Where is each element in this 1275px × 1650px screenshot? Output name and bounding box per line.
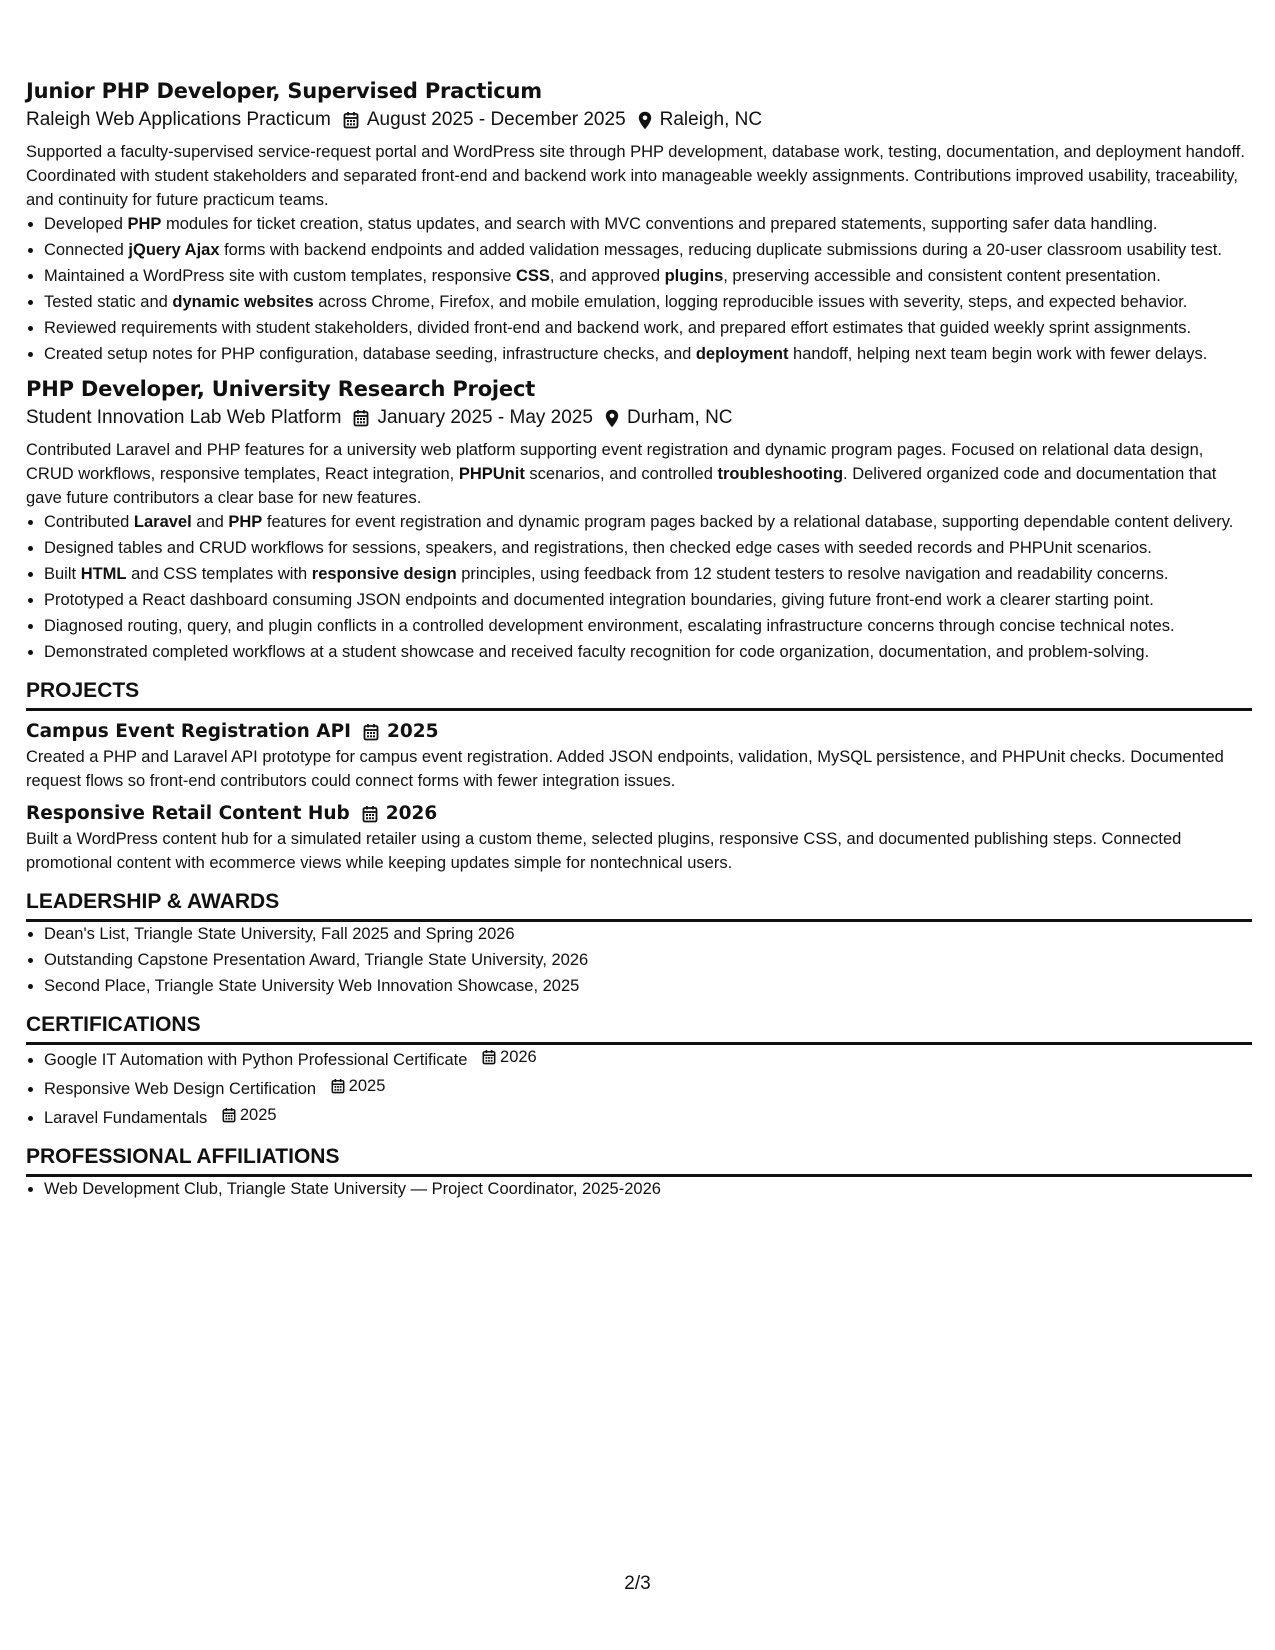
section-heading: CERTIFICATIONS [26,1012,1252,1045]
job-company: Raleigh Web Applications Practicum [26,109,331,130]
job-bullet: • Maintained a WordPress site with custom templates, responsive CSS, and approved plugins, preserving accessible and consistent content presentation. [44,264,1252,288]
job-bullet: • Designed tables and CRUD workflows for sessions, speakers, and registrations, then checked edge cases with seeded records and PHPUnit scenarios. [44,536,1252,560]
job-company: Student Innovation Lab Web Platform [26,407,342,428]
cert-year: 2025 [239,1106,277,1124]
map-pin-icon [605,409,619,428]
calendar-icon [222,1107,236,1123]
calendar-icon [331,1078,345,1094]
project-year: 2026 [385,803,438,824]
project-year: 2025 [387,721,439,742]
affiliations-list [26,1177,1252,1201]
certifications-list [26,1045,1252,1130]
list-item: • Dean's List, Triangle State University, Fall 2025 and Spring 2026 [44,922,1252,946]
list-item: • Second Place, Triangle State University Web Innovation Showcase, 2025 [44,974,1252,998]
calendar-icon [363,723,379,741]
list-item: • Outstanding Capstone Presentation Award, Triangle State University, 2026 [44,948,1252,972]
project-name: Responsive Retail Content Hub [26,803,350,824]
job-location: Durham, NC [626,407,733,428]
section-heading: PROFESSIONAL AFFILIATIONS [26,1144,1252,1177]
job-entry [26,78,1252,366]
job-bullet: • Built HTML and CSS templates with responsive design principles, using feedback from 12 student testers to resolve navigation and readability concerns. [44,562,1252,586]
job-dates: August 2025 - December 2025 [366,109,626,130]
calendar-icon [343,111,359,129]
job-bullet: • Diagnosed routing, query, and plugin conflicts in a controlled development environment, escalating infrastructure concerns through concise technical notes. [44,614,1252,638]
job-bullet: • Contributed Laravel and PHP features for event registration and dynamic program pages backed by a relational database, supporting dependable content delivery. [44,510,1252,534]
project-description: Created a PHP and Laravel API prototype for campus event registration. Added JSON endpoints, validation, MySQL persistence, and PHPUnit checks. Documented request flows so front-end contributors could connect forms with fewer integration issues. [26,748,1224,790]
job-bullet: • Connected jQuery Ajax forms with backend endpoints and added validation messages, reducing duplicate submissions during a 20-user classroom usability test. [44,238,1252,262]
job-bullet: • Tested static and dynamic websites across Chrome, Firefox, and mobile emulation, logging reproducible issues with severity, steps, and expected behavior. [44,290,1252,314]
certifications-section [26,1012,1252,1130]
job-title: Junior PHP Developer, Supervised Practicum [26,79,542,103]
projects-section [26,678,1252,875]
job-bullets [26,212,1252,366]
cert-name: Responsive Web Design Certification [44,1080,317,1098]
job-location: Raleigh, NC [659,109,763,130]
section-heading: PROJECTS [26,678,1252,711]
job-dates: January 2025 - May 2025 [377,407,593,428]
leadership-section [26,889,1252,998]
resume-page [26,78,1252,1203]
list-item [44,1074,1252,1101]
job-bullets [26,510,1252,664]
list-item [44,1103,1252,1130]
project-name: Campus Event Registration API [26,721,352,742]
cert-name: Google IT Automation with Python Professional Certificate [44,1051,468,1069]
job-bullet: • Created setup notes for PHP configuration, database seeding, infrastructure checks, and deployment handoff, helping next team begin work with fewer delays. [44,342,1252,366]
job-meta [26,404,1252,432]
project-title [26,801,1252,827]
job-meta [26,106,1252,134]
job-summary: Supported a faculty-supervised service-request portal and WordPress site through PHP development, database work, testing, documentation, and deployment handoff. Coordinated with student stakeholders and separated front-end and backend work into manageable weekly assignments. Contributions improved usability, traceability, and continuity for future practicum teams. [26,143,1245,209]
calendar-icon [482,1049,496,1065]
page-number: 2/3 [624,1573,651,1594]
list-item [44,1045,1252,1072]
project-entry [26,719,1252,793]
job-summary: Contributed Laravel and PHP features for a university web platform supporting event registration and dynamic program pages. Focused on relational data design, CRUD workflows, responsive templates, React integration, PHPUnit scenarios, and controlled troubleshooting. Delivered organized code and documentation that gave future contributors a clear base for new features. [26,441,1217,507]
calendar-icon [362,805,378,823]
job-bullet: • Demonstrated completed workflows at a student showcase and received faculty recognition for code organization, documentation, and problem-solving. [44,640,1252,664]
list-item: • Web Development Club, Triangle State University — Project Coordinator, 2025-2026 [44,1177,1252,1201]
project-entry [26,801,1252,875]
cert-name: Laravel Fundamentals [44,1109,208,1127]
affiliations-section [26,1144,1252,1201]
calendar-icon [353,409,369,427]
job-bullet: • Prototyped a React dashboard consuming JSON endpoints and documented integration boundaries, giving future front-end work a clearer starting point. [44,588,1252,612]
awards-list [26,922,1252,998]
job-title: PHP Developer, University Research Project [26,377,536,401]
project-description: Built a WordPress content hub for a simulated retailer using a custom theme, selected plugins, responsive CSS, and documented publishing steps. Connected promotional content with ecommerce views while keeping updates simple for nontechnical users. [26,830,1182,872]
cert-year: 2026 [500,1048,537,1066]
map-pin-icon [638,111,652,130]
job-bullet: • Developed PHP modules for ticket creation, status updates, and search with MVC conventions and prepared statements, supporting safer data handling. [44,212,1252,236]
project-title [26,719,1252,745]
job-entry [26,376,1252,664]
section-heading: LEADERSHIP & AWARDS [26,889,1252,922]
cert-year: 2025 [348,1077,386,1095]
job-bullet: • Reviewed requirements with student stakeholders, divided front-end and backend work, and prepared effort estimates that guided weekly sprint assignments. [44,316,1252,340]
